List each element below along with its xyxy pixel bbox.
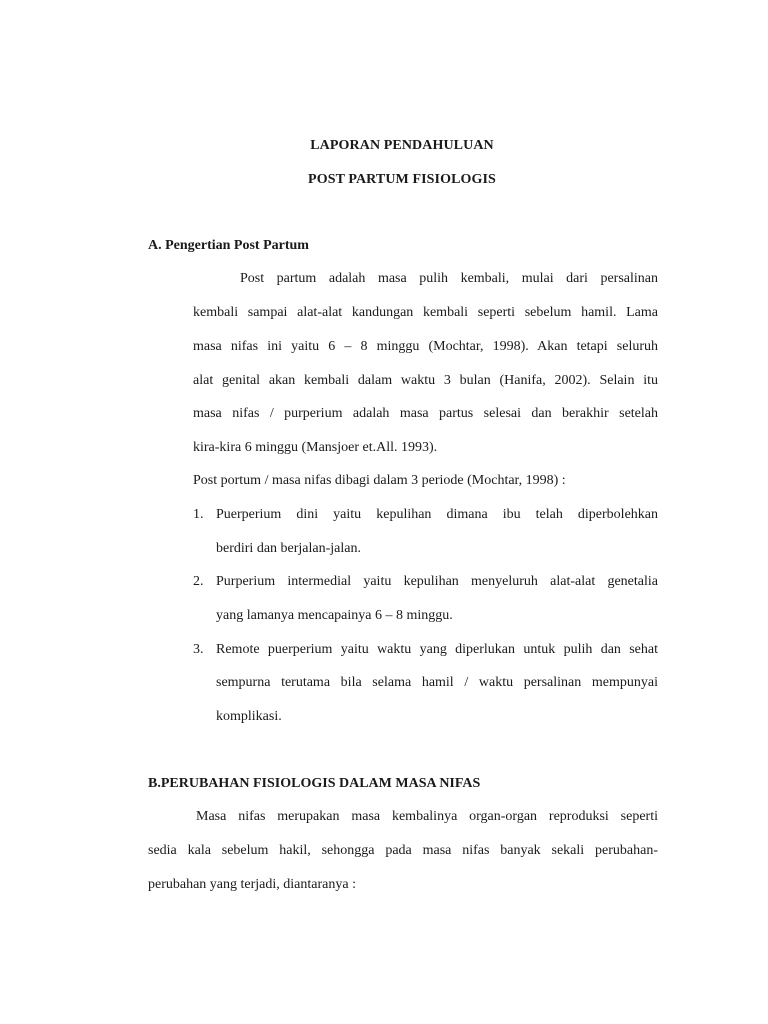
list-item-line: sempurna terutama bila selama hamil / waktu persalinan mempunyai [216, 675, 658, 690]
section-b-paragraph-line: sedia kala sebelum hakil, sehongga pada masa nifas banyak sekali perubahan- [148, 843, 658, 858]
section-a-heading: A. Pengertian Post Partum [148, 238, 309, 253]
section-b-paragraph-line: Masa nifas merupakan masa kembalinya organ-organ reproduksi seperti [196, 809, 658, 824]
section-b-heading: B.PERUBAHAN FISIOLOGIS DALAM MASA NIFAS [148, 776, 481, 791]
list-item-line: Purperium intermedial yaitu kepulihan menyeluruh alat-alat genetalia [216, 574, 658, 589]
list-item-line: yang lamanya mencapainya 6 – 8 minggu. [216, 608, 453, 623]
document-subtitle: POST PARTUM FISIOLOGIS [308, 172, 496, 187]
section-a-paragraph-line: kira-kira 6 minggu (Mansjoer et.All. 1993). [193, 440, 438, 455]
section-a-paragraph-line: Post partum adalah masa pulih kembali, mulai dari persalinan [240, 271, 658, 286]
list-item-line: komplikasi. [216, 709, 282, 724]
list-item-line: Remote puerperium yaitu waktu yang diperlukan untuk pulih dan sehat [216, 642, 658, 657]
section-b-paragraph-line: perubahan yang terjadi, diantaranya : [148, 877, 356, 892]
section-a-paragraph-line: kembali sampai alat-alat kandungan kembali seperti sebelum hamil. Lama [193, 305, 658, 320]
list-item-line: berdiri dan berjalan-jalan. [216, 541, 361, 556]
section-a-paragraph-line: masa nifas ini yaitu 6 – 8 minggu (Mochtar, 1998). Akan tetapi seluruh [193, 339, 658, 354]
document-title: LAPORAN PENDAHULUAN [310, 138, 494, 153]
list-item-number: 3. [193, 642, 204, 657]
list-item-number: 2. [193, 574, 204, 589]
section-a-intro: Post portum / masa nifas dibagi dalam 3 periode (Mochtar, 1998) : [193, 473, 566, 488]
list-item-number: 1. [193, 507, 204, 522]
section-a-paragraph-line: masa nifas / purperium adalah masa partus selesai dan berakhir setelah [193, 406, 658, 421]
list-item-line: Puerperium dini yaitu kepulihan dimana ibu telah diperbolehkan [216, 507, 658, 522]
section-a-paragraph-line: alat genital akan kembali dalam waktu 3 bulan (Hanifa, 2002). Selain itu [193, 373, 658, 388]
